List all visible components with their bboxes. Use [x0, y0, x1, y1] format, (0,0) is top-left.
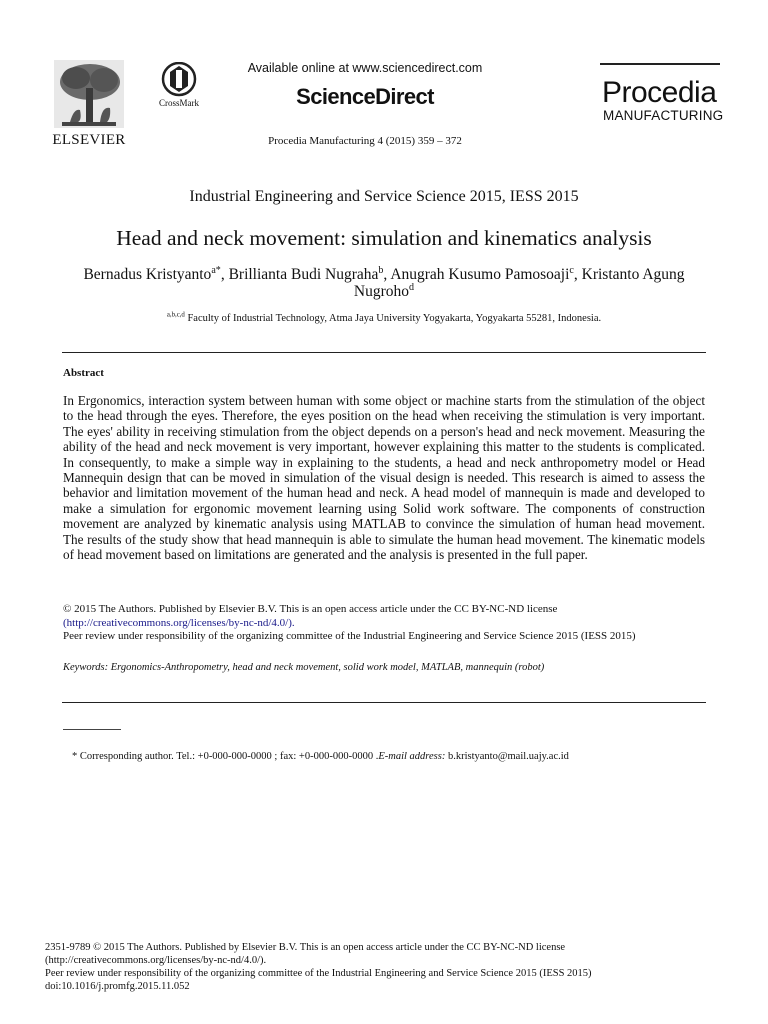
abstract-bottom-rule [62, 702, 706, 703]
affiliation-text: Faculty of Industrial Technology, Atma Jaya University Yogyakarta, Yogyakarta 55281, Indonesia. [187, 313, 602, 324]
abstract-top-rule [62, 352, 706, 353]
author-name: Anugrah Kusumo Pamosoaji [390, 266, 570, 283]
author-name: Bernadus Kristyanto [83, 266, 212, 283]
corresponding-author-footnote [72, 751, 702, 762]
author-affiliation-mark: d [409, 281, 415, 293]
abstract-body: In Ergonomics, interaction system between human with some object or machine starts from the stimulation of the object to the head through the eyes. Therefore, the eyes position on the head when receiving the stimulation is very important. The eyes' ability in receiving stimulation from the object depends on a person's head and neck movement. Measuring the ability of the head and neck movement is very important, however explaining this matter to the students is complicated. In consequently, to make a simple way in explaining to the students, a head and neck anthropometry model or Head Mannequin design that can be moved in simulation of the visual design is needed. This research is aimed to assess the behavior and limitation movement of the human head and neck. A head model of mannequin is made and developed to make a simulation for ergonomic movement learning using Solid work software. The components of construction movement are analyzed by kinematic analysis using MATLAB to convince the simulation of human head movement. The results of the study show that head mannequin is able to simulate the human head movement. The kinematic models of head movement based on limitations are generated and the analysis is presented in the full paper. [63, 393, 705, 563]
author-separator: , [383, 266, 391, 283]
crossmark-badge[interactable] [155, 62, 203, 112]
elsevier-tree-icon [50, 58, 128, 130]
publisher-name: ELSEVIER [52, 132, 126, 148]
author-name: Kristanto Agung Nugroho [353, 266, 685, 300]
email-label: E-mail address: [378, 751, 446, 762]
doi[interactable]: doi:10.1016/j.promfg.2015.11.052 [45, 981, 190, 992]
journal-citation: Procedia Manufacturing 4 (2015) 359 – 372 [268, 135, 462, 147]
affiliation-marks: a,b,c,d [166, 311, 185, 319]
license-link[interactable]: (http://creativecommons.org/licenses/by-nc-nd/4.0/). [63, 616, 295, 629]
peer-review-line: Peer review under responsibility of the organizing committee of the Industrial Engineering and Service Science 2015 (IESS 2015) [63, 630, 636, 642]
journal-logo-name: Procedia [602, 76, 717, 109]
author-affiliation-mark: c [569, 264, 574, 276]
license-line: © 2015 The Authors. Published by Elsevier B.V. This is an open access article under the CC BY-NC-ND license [63, 603, 558, 615]
author-separator: , [220, 266, 229, 283]
paper-title: Head and neck movement: simulation and kinematics analysis [116, 226, 652, 250]
author-name: Brillianta Budi Nugraha [228, 266, 379, 283]
conference-name: Industrial Engineering and Service Science 2015, IESS 2015 [189, 188, 579, 205]
crossmark-label: CrossMark [159, 98, 199, 108]
abstract-heading: Abstract [63, 367, 104, 379]
author-affiliation-mark: a* [211, 264, 221, 276]
copyright-line: 2351-9789 © 2015 The Authors. Published by Elsevier B.V. This is an open access article under the CC BY-NC-ND license [45, 942, 566, 953]
journal-logo-subname: MANUFACTURING [603, 108, 724, 123]
footnote-contact: * Corresponding author. Tel.: +0-000-000-0000 ; fax: +0-000-000-0000 . [72, 751, 379, 762]
keywords: Keywords: Ergonomics-Anthropometry, head and neck movement, solid work model, MATLAB, mannequin (robot) [63, 662, 545, 673]
license-notice [63, 603, 705, 644]
copyright-license-link[interactable]: (http://creativecommons.org/licenses/by-nc-nd/4.0/). [45, 955, 267, 966]
journal-header-rule [600, 63, 720, 65]
crossmark-icon [155, 62, 203, 98]
sciencedirect-logo: ScienceDirect [296, 84, 434, 109]
bottom-copyright-block [45, 941, 745, 993]
author-affiliation-mark: b [378, 264, 384, 276]
footnote-rule [63, 729, 121, 730]
available-online-text[interactable]: Available online at www.sciencedirect.com [247, 61, 483, 75]
copyright-peer-review: Peer review under responsibility of the organizing committee of the Industrial Engineering and Service Science 2015 (IESS 2015) [45, 968, 592, 979]
affiliation [60, 313, 708, 324]
elsevier-logo [50, 58, 128, 148]
email-address[interactable]: b.kristyanto@mail.uajy.ac.id [445, 751, 569, 762]
author-separator: , [573, 266, 582, 283]
author-list [60, 266, 708, 300]
